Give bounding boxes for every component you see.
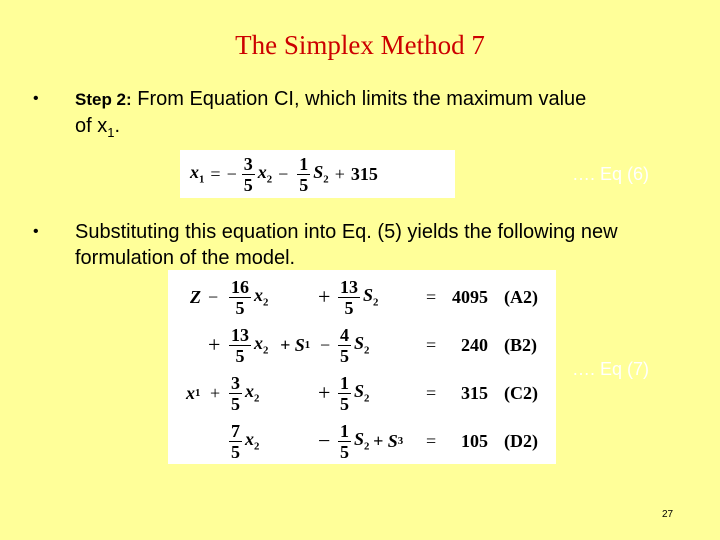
step-label: Step 2: (75, 90, 132, 109)
eq7-a2-equals: = (426, 286, 437, 307)
eq7-a2-tag: (A2) (504, 286, 538, 307)
eq6-var1: $x_2$ (257, 162, 273, 186)
eq7-a2-sign: − (208, 286, 219, 307)
eq7-c2-tag: (C2) (504, 382, 538, 403)
eq7-b2-s1: + S 1 (280, 334, 311, 355)
eq7-a2-z: Z (190, 286, 201, 307)
eq7-d2-rhs: 105 (461, 430, 488, 451)
eq7-b2-sign: + (208, 332, 221, 357)
eq7-b2-rhs: 240 (461, 334, 488, 355)
equation-7-image (168, 270, 556, 464)
eq7-row-c2 (168, 370, 556, 416)
eq7-c2-rhs: 315 (461, 382, 488, 403)
eq7-d2-op: − (318, 428, 331, 453)
eq7-d2-x2-term: $\frac{7}{5}$ $x_2$ (231, 420, 260, 462)
eq7-d2-s3: + S 3 (373, 430, 404, 451)
eq7-d2-equals: = (426, 430, 437, 451)
bullet-substitution-text: Substituting this equation into Eq. (5) yields the following new formulation of the model. (75, 221, 618, 269)
eq7-a2-s2-term: $\frac{13}{5}$ $S_2$ (340, 276, 379, 318)
eq7-c2-equals: = (426, 382, 437, 403)
eq7-reference: …. Eq (7) (572, 359, 650, 379)
eq6-equals: = (210, 163, 221, 184)
step-text-line2: of x (75, 115, 108, 137)
eq7-row-d2 (168, 418, 556, 464)
eq7-b2-x2-term: $\frac{13}{5}$ $x_2$ (231, 324, 269, 366)
step-text-suffix: . (114, 115, 121, 137)
step-text: From Equation CI, which limits the maximum value (137, 88, 587, 110)
eq7-b2-op: − (320, 334, 331, 355)
equation-6 (190, 150, 378, 198)
bullet-step2-text (75, 86, 693, 146)
eq6-sign3: + (334, 163, 345, 184)
eq7-b2-tag: (B2) (504, 334, 537, 355)
eq6-sign2: − (278, 163, 289, 184)
eq6-var2: $S_2$ (313, 162, 329, 186)
bullet-substitution (33, 219, 693, 271)
page-number: 27 (662, 509, 674, 520)
slide-title: The Simplex Method 7 (235, 30, 485, 60)
eq7-b2-s2-term: $\frac{4}{5}$ $S_2$ (340, 324, 370, 366)
eq7-d2-tag: (D2) (504, 430, 538, 451)
eq7-row-b2 (168, 322, 556, 368)
eq7-c2-s2-term: $\frac{1}{5}$ $S_2$ (340, 372, 370, 414)
equation-6-image (180, 150, 455, 198)
eq7-a2-rhs: 4095 (452, 286, 488, 307)
eq6-sign1: − (226, 163, 237, 184)
eq7-a2-x2-term: $\frac{16}{5}$ $x_2$ (231, 276, 269, 318)
eq7-d2-s2-term: $\frac{1}{5}$ $S_2$ (340, 420, 370, 462)
eq6-frac2: $\frac{1}{5}$ (299, 153, 309, 195)
eq6-reference: …. Eq (6) (572, 164, 650, 184)
bullet-dot: • (33, 223, 39, 240)
step-text-sub: 1 (107, 125, 115, 140)
eq6-constant: 315 (350, 163, 378, 184)
bullet-step2 (33, 86, 693, 146)
eq6-frac1: $\frac{3}{5}$ (243, 153, 253, 195)
bullet-dot: • (33, 90, 39, 107)
eq7-c2-x1: x 1 (186, 382, 201, 403)
eq7-c2-op: + (318, 380, 331, 405)
eq7-row-a2 (168, 274, 556, 320)
eq7-a2-op: + (318, 284, 331, 309)
eq7-c2-x2-term: $\frac{3}{5}$ $x_2$ (231, 372, 260, 414)
eq7-c2-sign: + (210, 382, 221, 403)
eq6-lhs: $x_1$ (190, 162, 205, 186)
eq7-b2-equals: = (426, 334, 437, 355)
